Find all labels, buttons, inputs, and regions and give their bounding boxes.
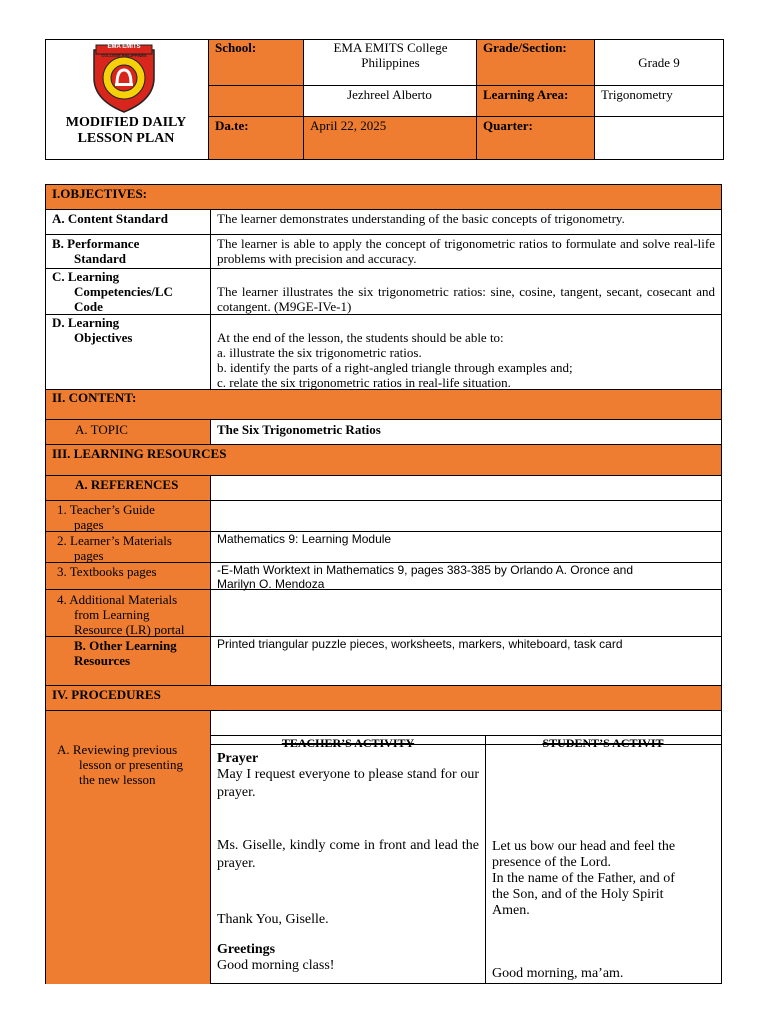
- textbooks-value-line-2: Marilyn O. Mendoza: [217, 577, 325, 591]
- grade-value: Grade 9: [638, 55, 680, 70]
- learners-materials-label-line-1: 2. Learner’s Materials: [57, 533, 172, 548]
- additional-materials-label: [57, 592, 184, 637]
- school-value: EMA EMITS College Philippines: [333, 40, 448, 70]
- teacher-thanks: Thank You, Giselle.: [217, 912, 329, 927]
- doc-title: MODIFIED DAILY LESSON PLAN: [65, 115, 187, 146]
- learners-materials-label-line-2: pages: [74, 548, 104, 563]
- procedure-step-label: [57, 742, 183, 787]
- teacher-lead-prayer: Ms. Giselle, kindly come in front and lead the prayer.: [217, 838, 479, 871]
- other-resources-label-line-2: Resources: [74, 653, 131, 668]
- competencies-label-line-3: Code: [74, 299, 103, 314]
- content-standard-text: The learner demonstrates understanding of the basic concepts of trigonometry.: [217, 211, 625, 226]
- other-resources-value: Printed triangular puzzle pieces, worksheets, markers, whiteboard, task card: [217, 637, 623, 651]
- content-heading: II. CONTENT:: [52, 390, 137, 405]
- quarter-label: Quarter:: [483, 118, 533, 133]
- resources-heading: III. LEARNING RESOURCES: [52, 446, 227, 461]
- additional-label-line-1: 4. Additional Materials: [57, 592, 178, 607]
- content-heading-row: [46, 389, 721, 419]
- objectives-label-line-1: D. Learning: [52, 315, 120, 330]
- performance-standard-label: [52, 236, 139, 266]
- objectives-intro: At the end of the lesson, the students should be able to:: [217, 330, 504, 345]
- topic-value: The Six Trigonometric Ratios: [217, 422, 381, 437]
- logo-text-top: EMA EMITS: [107, 44, 141, 50]
- additional-label-line-3: Resource (LR) portal: [74, 622, 185, 637]
- objective-item: a. illustrate the six trigonometric ratios.: [217, 345, 422, 360]
- references-label: A. REFERENCES: [75, 477, 179, 492]
- competencies-label-line-1: C. Learning: [52, 269, 120, 284]
- objectives-heading-row: [46, 185, 721, 209]
- teacher-value: Jezhreel Alberto: [347, 87, 432, 102]
- learning-objectives-label: [52, 315, 132, 345]
- date-value: April 22, 2025: [310, 118, 387, 133]
- objective-item: c. relate the six trigonometric ratios in real-life situation.: [217, 375, 511, 390]
- learners-materials-value: Mathematics 9: Learning Module: [217, 532, 392, 546]
- date-label: Da.te:: [215, 118, 249, 133]
- teachers-guide-label-line-1: 1. Teacher’s Guide: [57, 502, 155, 517]
- area-value: Trigonometry: [601, 87, 673, 102]
- performance-label-line-1: B. Performance: [52, 236, 140, 251]
- area-label: Learning Area:: [483, 87, 569, 102]
- objective-item: b. identify the parts of a right-angled triangle through examples and;: [217, 360, 573, 375]
- student-prayer: [492, 839, 717, 919]
- other-resources-label: [74, 638, 177, 668]
- other-resources-label-line-1: B. Other Learning: [74, 638, 177, 653]
- teachers-guide-label: [57, 502, 155, 532]
- learners-materials-label: [57, 533, 172, 563]
- school-label: School:: [215, 40, 257, 55]
- additional-label-line-2: from Learning: [74, 607, 150, 622]
- topic-label-cell: [46, 420, 210, 444]
- procedures-heading: IV. PROCEDURES: [52, 687, 161, 702]
- student-greeting: Good morning, ma’am.: [492, 966, 624, 981]
- teacher-prayer-request: May I request everyone to please stand for our prayer.: [217, 767, 479, 800]
- student-prayer-line-1: Let us bow our head and feel the: [492, 839, 676, 854]
- logo-text-ring: COLLEGE PHILIPPINES: [101, 53, 147, 58]
- topic-label: A. TOPIC: [75, 422, 128, 437]
- textbooks-label: 3. Textbooks pages: [57, 564, 157, 579]
- student-prayer-line-2: presence of the Lord.: [492, 855, 611, 870]
- content-standard-label: A. Content Standard: [52, 211, 168, 226]
- competencies-text: The learner illustrates the six trigonometric ratios: sine, cosine, tangent, secant, cosecant and cotangent. (M9GE-IVe-1): [217, 284, 715, 314]
- grade-label: Grade/Section:: [483, 40, 567, 55]
- procedure-label-line-1: A. Reviewing previous: [57, 742, 178, 757]
- prayer-heading: Prayer: [217, 751, 259, 766]
- textbooks-value-line-1: -E-Math Worktext in Mathematics 9, pages 383-385 by Orlando A. Oronce and: [217, 563, 633, 577]
- competencies-label-line-2: Competencies/LC: [74, 284, 173, 299]
- greetings-heading: Greetings: [217, 942, 276, 957]
- objectives-heading: I.OBJECTIVES:: [52, 186, 147, 201]
- performance-standard-text: The learner is able to apply the concept of trigonometric ratios to formulate and solve real-life problems with precision and accuracy.: [217, 236, 715, 266]
- teacher-greeting: Good morning class!: [217, 958, 335, 973]
- teachers-guide-label-line-2: pages: [74, 517, 104, 532]
- performance-label-line-2: Standard: [74, 251, 127, 266]
- student-activity-header: STUDENT’S ACTIVIT: [542, 736, 664, 750]
- header-orange-cell-school-label: [208, 40, 303, 159]
- teacher-activity-header: TEACHER’S ACTIVITY: [281, 736, 415, 750]
- student-prayer-line-4: the Son, and of the Holy Spirit: [492, 887, 664, 902]
- textbooks-value: [217, 563, 633, 591]
- student-prayer-line-5: Amen.: [492, 903, 530, 918]
- objectives-label-line-2: Objectives: [74, 330, 133, 345]
- competencies-label: [52, 269, 173, 314]
- learning-objectives-list: [217, 330, 717, 390]
- student-prayer-line-3: In the name of the Father, and of: [492, 871, 675, 886]
- procedure-label-line-3: the new lesson: [79, 772, 156, 787]
- procedure-label-line-2: lesson or presenting: [79, 757, 183, 772]
